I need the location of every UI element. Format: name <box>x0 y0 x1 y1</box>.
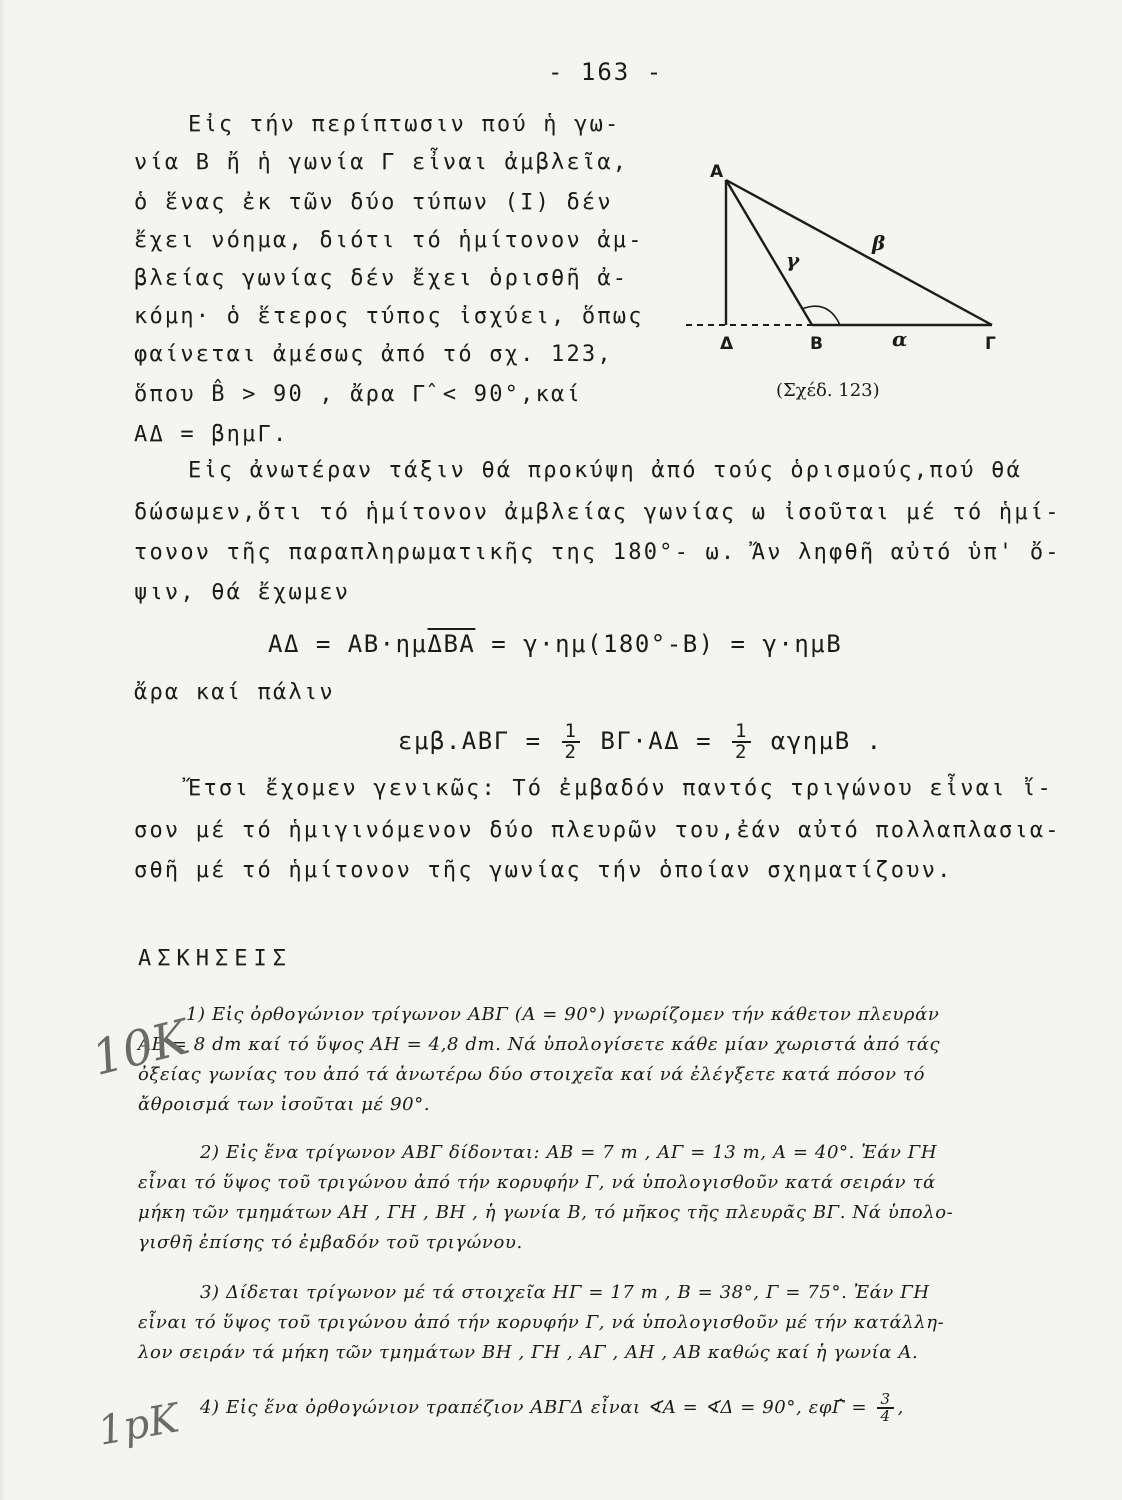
side-alpha-label: α <box>892 327 908 351</box>
ex2-line-3: μήκη τῶν τμημάτων ΑΗ , ΓΗ , ΒΗ , ἡ γωνία Β, τό μῆκος τῆς πλευρᾶς ΒΓ. Νά ὑπολο- <box>138 1202 954 1223</box>
margin-note-2: 1pK <box>94 1395 183 1455</box>
ex4-text: 4) Εἰς ἕνα ὀρθογώνιον τραπέζιον ΑΒΓΔ εἶναι ∢Α = ∢Δ = 90°, εφΓ̂ = <box>200 1397 874 1418</box>
fraction-half-1-den: 2 <box>564 741 578 763</box>
intro-line-7: φαίνεται ἀμέσως ἀπό τό σχ. 123, <box>134 342 613 367</box>
ex4-fraction-den: 4 <box>880 1407 891 1425</box>
conclusion-line-1: Ἔτσι ἔχομεν γενικῶς: Τό ἐμβαδόν παντός τριγώνου εἶναι ἴ- <box>188 776 1053 801</box>
formula-ad-angle: $\overline{\Delta BA}$ <box>427 630 476 658</box>
fraction-half-2-den: 2 <box>735 741 748 763</box>
conclusion-line-2: σον μέ τό ἡμιγινόμενον δύο πλευρῶν του,ἐάν αὐτό πολλαπλασια- <box>134 818 1061 843</box>
ex2-line-1: 2) Εἰς ἕνα τρίγωνον ΑΒΓ δίδονται: ΑΒ = 7 m , ΑΓ = 13 m, Α = 40°. Ἐάν ΓΗ <box>200 1142 938 1163</box>
vertex-g-label: Γ <box>985 334 996 354</box>
para2-line-1: Εἰς ἀνωτέραν τάξιν θά προκύψη ἀπό τούς ὁρισμούς,πού θά <box>188 458 1023 483</box>
para2-line-3: τονον τῆς παραπληρωματικῆς της 180°- ω. Ἄν ληφθῆ αὐτό ὑπ' ὄ- <box>134 540 1061 565</box>
formula-ad <box>268 630 842 658</box>
ex4-fraction-num: 3 <box>877 1392 893 1409</box>
ex3-line-1: 3) Δίδεται τρίγωνον μέ τά στοιχεῖα ΗΓ = 17 m , Β = 38°, Γ = 75°. Ἐάν ΓΗ <box>200 1282 930 1303</box>
ex1-line-1: 1) Εἰς ὀρθογώνιον τρίγωνον ΑΒΓ (Α = 90°) γνωρίζομεν τήν κάθετον πλευράν <box>186 1004 940 1025</box>
side-beta-label: β <box>872 231 886 255</box>
page-left-edge <box>0 0 6 1500</box>
ex4-line-1 <box>200 1392 904 1424</box>
formula-ad-right: = γ·ημ(180°-Β) = γ·ημΒ <box>475 630 843 658</box>
side-beta-line <box>726 180 992 325</box>
para2-line-2: δώσωμεν,ὅτι τό ἡμίτονον ἀμβλείας γωνίας ω ἰσοῦται μέ τό ἡμί- <box>134 500 1061 525</box>
ex1-line-3: ὀξείας γωνίας του ἀπό τά ἀνωτέρω δύο στοιχεῖα καί νά ἐλέγξετε κατά πόσον τό <box>138 1064 926 1085</box>
ex4-tail: , <box>897 1397 904 1418</box>
side-gamma-label: γ <box>786 248 800 272</box>
para2-line-4: ψιν, θά ἔχωμεν <box>134 580 351 605</box>
triangle-figure <box>680 155 1020 410</box>
margin-note-1: 10K <box>86 1009 195 1087</box>
ex4-fraction <box>877 1392 893 1424</box>
fraction-half-2 <box>732 722 751 762</box>
formula-area-c: αγημΒ . <box>754 727 883 755</box>
page-number: - 163 - <box>548 58 664 86</box>
ex1-line-2: ΑΒ = 8 dm καί τό ὕψος ΑΗ = 4,8 dm. Νά ὑπολογίσετε κάθε μίαν χωριστά ἀπό τάς <box>138 1034 941 1055</box>
vertex-a-label: A <box>710 162 724 182</box>
ex3-line-2: εἶναι τό ὕψος τοῦ τριγώνου ἀπό τήν κορυφήν Γ, νά ὑπολογισθοῦν μέ τήν κατάλλη- <box>138 1312 945 1333</box>
fraction-half-1 <box>562 722 581 762</box>
intro-line-3: ὁ ἕνας ἐκ τῶν δύο τύπων (Ι) δέν <box>134 190 613 215</box>
formula-area <box>398 722 883 762</box>
formula-area-b: ΒΓ·ΑΔ = <box>584 727 728 755</box>
ex2-line-4: γισθῆ ἐπίσης τό ἐμβαδόν τοῦ τριγώνου. <box>138 1232 523 1253</box>
figure-caption: (Σχέδ. 123) <box>776 380 880 401</box>
intro-line-8: ὅπου B̂ > 90 , ἄρα Γ̂ < 90°,καί <box>134 382 582 407</box>
ex3-line-3: λον σειράν τά μήκη τῶν τμημάτων ΒΗ , ΓΗ , ΑΓ , ΑΗ , ΑΒ καθώς καί ἡ γωνία Α. <box>138 1342 919 1363</box>
fraction-half-1-num: 1 <box>562 722 581 743</box>
ara-kai-palin: ἄρα καί πάλιν <box>134 680 335 705</box>
vertex-b-label: B <box>810 334 823 354</box>
intro-line-9: ΑΔ = βημΓ. <box>134 422 289 447</box>
ex1-line-4: ἄθροισμά των ἰσοῦται μέ 90°. <box>138 1094 431 1115</box>
intro-line-5: βλείας γωνίας δέν ἔχει ὁρισθῆ ἀ- <box>134 266 629 291</box>
fraction-half-2-num: 1 <box>732 722 751 743</box>
ex2-line-2: εἶναι τό ὕψος τοῦ τριγώνου ἀπό τήν κορυφήν Γ, νά ὑπολογισθοῦν κατά σειράν τά <box>138 1172 936 1193</box>
formula-area-a: εμβ.ΑΒΓ = <box>398 727 558 755</box>
intro-line-4: ἔχει νόημα, διότι τό ἡμίτονον ἀμ- <box>134 228 644 253</box>
intro-line-1: Εἰς τήν περίπτωσιν πού ἡ γω- <box>188 112 621 137</box>
formula-ad-left: ΑΔ = ΑΒ·ημ <box>268 630 428 658</box>
intro-line-6: κόμη· ὁ ἕτερος τύπος ἰσχύει, ὅπως <box>134 304 644 329</box>
conclusion-line-3: σθῆ μέ τό ἡμίτονον τῆς γωνίας τήν ὁποίαν σχηματίζουν. <box>134 858 953 883</box>
point-d-label: Δ <box>720 334 734 354</box>
exercises-heading: ΑΣΚΗΣΕΙΣ <box>138 946 292 971</box>
intro-line-2: νία Β ἤ ἡ γωνία Γ εἶναι ἀμβλεῖα, <box>134 150 629 175</box>
